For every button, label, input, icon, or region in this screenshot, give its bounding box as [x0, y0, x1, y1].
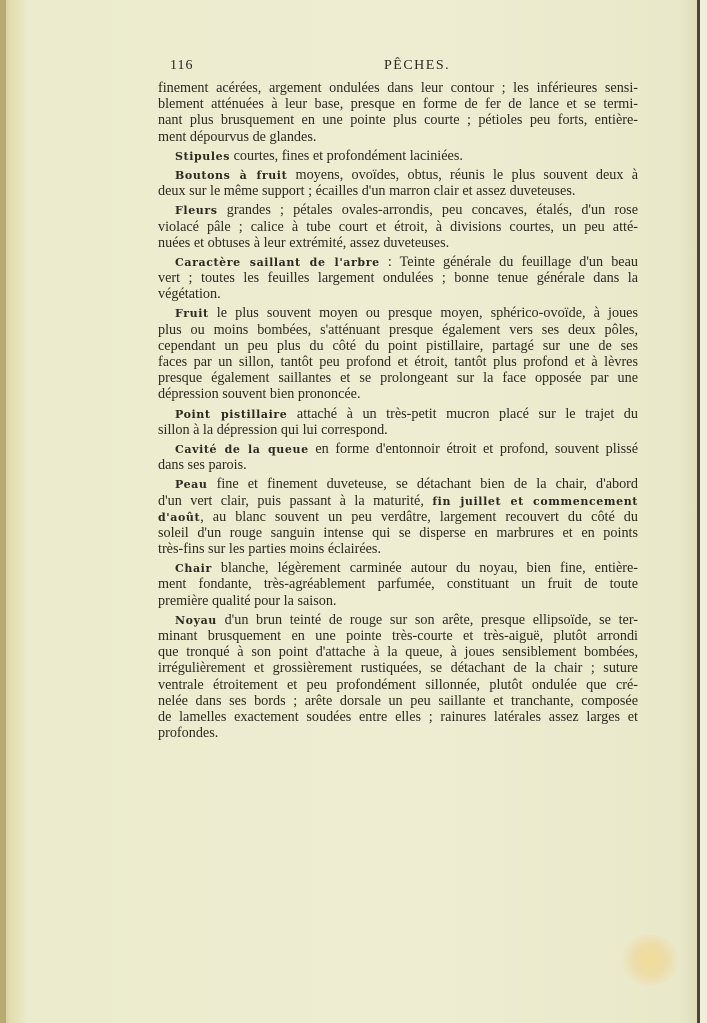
- line-text: dans ses parois.: [158, 457, 247, 474]
- text-line: [158, 457, 638, 473]
- line-text: deux sur le même support ; écailles d'un marron clair et assez duveteuses.: [158, 183, 576, 200]
- text-line: [158, 270, 638, 286]
- paragraph: [158, 148, 638, 164]
- line-text: , au blanc souvent un peu verdâtre, largement recouvert du côté du: [200, 508, 638, 525]
- text-line: [158, 219, 638, 235]
- text-line: [158, 129, 638, 145]
- line-text: très-fins sur les parties moins éclairées.: [158, 541, 381, 558]
- bold-date: d'août: [158, 510, 201, 524]
- line-text: nuées et obtuses à leur extrémité, assez duveteuses.: [158, 234, 450, 251]
- text-line: [158, 354, 638, 370]
- line-text: irrégulièrement et grossièrement rustiquées, se détachant de la chair ; suture: [158, 660, 638, 677]
- line-text: en forme d'entonnoir étroit et profond, souvent plissé: [308, 440, 638, 457]
- page-binding-edge: [0, 0, 6, 1023]
- paragraph: [158, 254, 638, 303]
- text-line: [158, 80, 638, 96]
- text-line: [158, 660, 638, 676]
- line-text: minant brusquement en une pointe très-courte et très-aiguë, plutôt arrondi: [158, 628, 638, 644]
- text-line: [158, 725, 638, 741]
- text-line: [158, 476, 638, 492]
- text-line: [158, 167, 638, 183]
- line-text: grandes ; pétales ovales-arrondis, peu concaves, étalés, d'un rose: [217, 202, 638, 219]
- text-line: [158, 628, 638, 644]
- line-text: sillon à la dépression qui lui correspond.: [158, 421, 388, 438]
- line-text: faces par un sillon, tantôt peu profond et étroit, tantôt plus profond et à lèvres: [158, 354, 638, 370]
- line-text: ventrale étroitement et peu profondément sillonnée, plutôt ondulée que cré-: [158, 676, 638, 693]
- text-line: [158, 148, 638, 164]
- paragraph-lead-term: Fleurs: [175, 204, 218, 218]
- paragraph: [158, 305, 638, 402]
- text-line: [158, 406, 638, 422]
- text-line: [158, 183, 638, 199]
- text-line: [158, 509, 638, 525]
- paragraph: [158, 560, 638, 609]
- text-line: [158, 235, 638, 251]
- line-text: violacé pâle ; calice à tube court et étroit, à divisions courtes, un peu atté-: [158, 218, 638, 235]
- line-text: que tronqué à son point d'attache à la queue, à joues sensiblement bombées,: [158, 644, 638, 661]
- line-text: presque également saillantes et se prolongeant sur la face opposée par une: [158, 370, 638, 387]
- text-line: [158, 370, 638, 386]
- paragraph: [158, 612, 638, 742]
- line-text: nant plus brusquement en une pointe plus courte ; pétioles peu forts, entière-: [158, 112, 638, 129]
- paragraph: [158, 202, 638, 251]
- paragraph-lead-term: Boutons à fruit: [175, 168, 288, 182]
- line-text: vert ; toutes les feuilles largement ondulées ; bonne tenue générale dans la: [158, 270, 638, 287]
- paper-stain: [620, 935, 680, 985]
- text-line: [158, 386, 638, 402]
- paragraph: [158, 80, 638, 145]
- line-text: profondes.: [158, 725, 219, 742]
- text-line: [158, 560, 638, 576]
- paragraph: [158, 441, 638, 473]
- line-text: d'un vert clair, puis passant à la maturité,: [158, 492, 433, 509]
- paragraph-lead-term: Fruit: [175, 307, 209, 321]
- paragraph-lead-term: Cavité de la queue: [175, 442, 309, 456]
- text-line: [158, 709, 638, 725]
- text-line: [158, 422, 638, 438]
- line-text: plus ou moins bombées, s'atténuant presque également vers ses deux pôles,: [158, 321, 638, 338]
- text-line: [158, 338, 638, 354]
- text-line: [158, 202, 638, 218]
- page-number: 116: [170, 58, 194, 73]
- text-line: [158, 612, 638, 628]
- line-text: le plus souvent moyen ou presque moyen, sphérico-ovoïde, à joues: [208, 305, 638, 322]
- line-text: ment dépourvus de glandes.: [158, 128, 317, 145]
- running-header: [170, 58, 610, 76]
- text-line: [158, 541, 638, 557]
- text-line: [158, 493, 638, 509]
- line-text: d'un brun teinté de rouge sur son arête, presque ellipsoïde, se ter-: [216, 611, 638, 628]
- text-line: [158, 96, 638, 112]
- line-text: dépression souvent bien prononcée.: [158, 386, 361, 403]
- body-text: [158, 80, 638, 744]
- text-line: [158, 441, 638, 457]
- line-text: moyens, ovoïdes, obtus, réunis le plus souvent deux à: [287, 166, 639, 183]
- running-title: PÊCHES.: [384, 58, 451, 73]
- text-line: [158, 525, 638, 541]
- line-text: attaché à un très-petit mucron placé sur le trajet du: [287, 405, 638, 422]
- paragraph-lead-term: Chair: [175, 562, 212, 576]
- text-line: [158, 286, 638, 302]
- text-line: [158, 305, 638, 321]
- bold-date: fin juillet et commencement: [432, 494, 638, 508]
- line-text: nelée dans ses bords ; arête dorsale un peu saillante et tranchante, composée: [158, 692, 638, 709]
- line-text: blement atténuées à leur base, presque en forme de fer de lance et se termi-: [158, 96, 638, 113]
- text-line: [158, 576, 638, 592]
- text-line: [158, 693, 638, 709]
- line-text: blanche, légèrement carminée autour du noyau, bien fine, entière-: [211, 560, 638, 577]
- line-text: : Teinte générale du feuillage d'un beau: [379, 253, 638, 270]
- text-line: [158, 322, 638, 338]
- line-text: ment fondante, très-agréablement parfumée, constituant un fruit de toute: [158, 576, 638, 593]
- paragraph-lead-term: Point pistillaire: [175, 407, 288, 421]
- line-text: végétation.: [158, 286, 221, 303]
- line-text: cependant un peu plus du côté du point pistillaire, partagé sur une de ses: [158, 337, 638, 354]
- paragraph-lead-term: Peau: [175, 478, 208, 492]
- paragraph-lead-term: Stipules: [175, 149, 231, 163]
- line-text: fine et finement duveteuse, se détachant bien de la chair, d'abord: [207, 476, 638, 493]
- paragraph: [158, 406, 638, 438]
- line-text: soleil d'un rouge sanguin intense qui se disperse en marbrures et en points: [158, 524, 638, 541]
- paragraph: [158, 167, 638, 199]
- line-text: de lamelles exactement soudées entre elles ; rainures latérales assez larges et: [158, 708, 638, 725]
- page-margin: [700, 0, 707, 1023]
- line-text: première qualité pour la saison.: [158, 592, 337, 609]
- paragraph-lead-term: Noyau: [175, 613, 217, 627]
- text-line: [158, 677, 638, 693]
- text-line: [158, 593, 638, 609]
- text-line: [158, 112, 638, 128]
- line-text: courtes, fines et profondément laciniées.: [230, 147, 463, 164]
- paragraph: [158, 476, 638, 557]
- line-text: finement acérées, argement ondulées dans leur contour ; les inférieures sensi-: [158, 80, 638, 96]
- paragraph-lead-term: Caractère saillant de l'arbre: [175, 255, 380, 269]
- text-line: [158, 254, 638, 270]
- text-line: [158, 644, 638, 660]
